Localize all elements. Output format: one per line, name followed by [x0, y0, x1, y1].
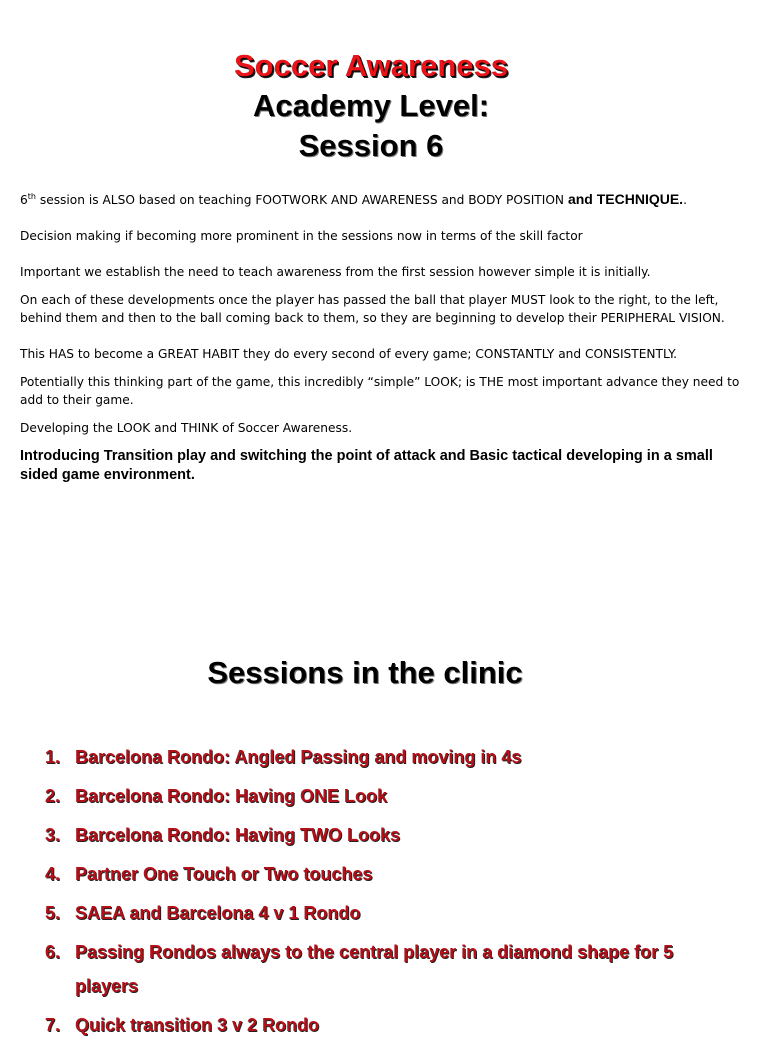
list-text: SAEA and Barcelona 4 v 1 Rondo: [75, 903, 361, 923]
list-number: 1.: [45, 747, 61, 767]
title-block: [0, 46, 742, 166]
intro-paragraph-3: Important we establish the need to teach awareness from the first session however simple it is initially.: [20, 265, 651, 279]
list-item: [36, 740, 736, 774]
list-item: [36, 857, 736, 891]
list-item: [36, 1008, 736, 1042]
intro-technique: and TECHNIQUE.: [567, 191, 684, 207]
list-number: 6.: [45, 942, 61, 962]
intro-paragraph-6: Potentially this thinking part of the game, this incredibly “simple” LOOK; is THE most important advance they need to add to their game.: [20, 375, 740, 407]
sessions-list: [36, 740, 736, 1047]
list-number: 2.: [45, 786, 61, 806]
list-text: Passing Rondos always to the central player in a diamond shape for 5 players: [75, 942, 674, 996]
sessions-heading: Sessions in the clinic: [207, 655, 523, 690]
list-number: 3.: [45, 825, 61, 845]
intro-paragraph-4: On each of these developments once the player has passed the ball that player MUST look to the right, to the left, behind them and then to the ball coming back to them, so they are beginning to develop their PERIPHERAL VISION.: [20, 293, 725, 325]
list-item: [36, 896, 736, 930]
list-number: 5.: [45, 903, 61, 923]
intro-paragraph-8: Introducing Transition play and switching the point of attack and Basic tactical developing in a small sided game environment.: [20, 448, 713, 483]
intro-paragraph-1: [20, 190, 745, 209]
list-item: [36, 935, 736, 1003]
session-number: 6: [20, 193, 28, 207]
intro-end: .: [683, 193, 687, 207]
list-number: 4.: [45, 864, 61, 884]
list-text: Quick transition 3 v 2 Rondo: [75, 1015, 320, 1035]
level-title: Academy Level:: [252, 88, 490, 123]
list-item: [36, 818, 736, 852]
intro-paragraph-7: Developing the LOOK and THINK of Soccer Awareness.: [20, 421, 353, 435]
list-text: Barcelona Rondo: Having TWO Looks: [75, 825, 401, 845]
intro-text-1: session is ALSO based on teaching FOOTWORK AND AWARENESS and BODY POSITION: [35, 193, 568, 207]
document-title: Soccer Awareness: [233, 48, 508, 83]
session-ordinal: th: [27, 191, 36, 201]
list-text: Barcelona Rondo: Angled Passing and moving in 4s: [75, 747, 522, 767]
intro-paragraph-5: This HAS to become a GREAT HABIT they do every second of every game; CONSTANTLY and CONSISTENTLY.: [20, 347, 678, 361]
list-number: 7.: [45, 1015, 61, 1035]
list-item: [36, 779, 736, 813]
list-text: Partner One Touch or Two touches: [75, 864, 373, 884]
list-text: Barcelona Rondo: Having ONE Look: [75, 786, 388, 806]
intro-paragraph-2: Decision making if becoming more prominent in the sessions now in terms of the skill factor: [20, 229, 583, 243]
session-title: Session 6: [298, 128, 444, 163]
